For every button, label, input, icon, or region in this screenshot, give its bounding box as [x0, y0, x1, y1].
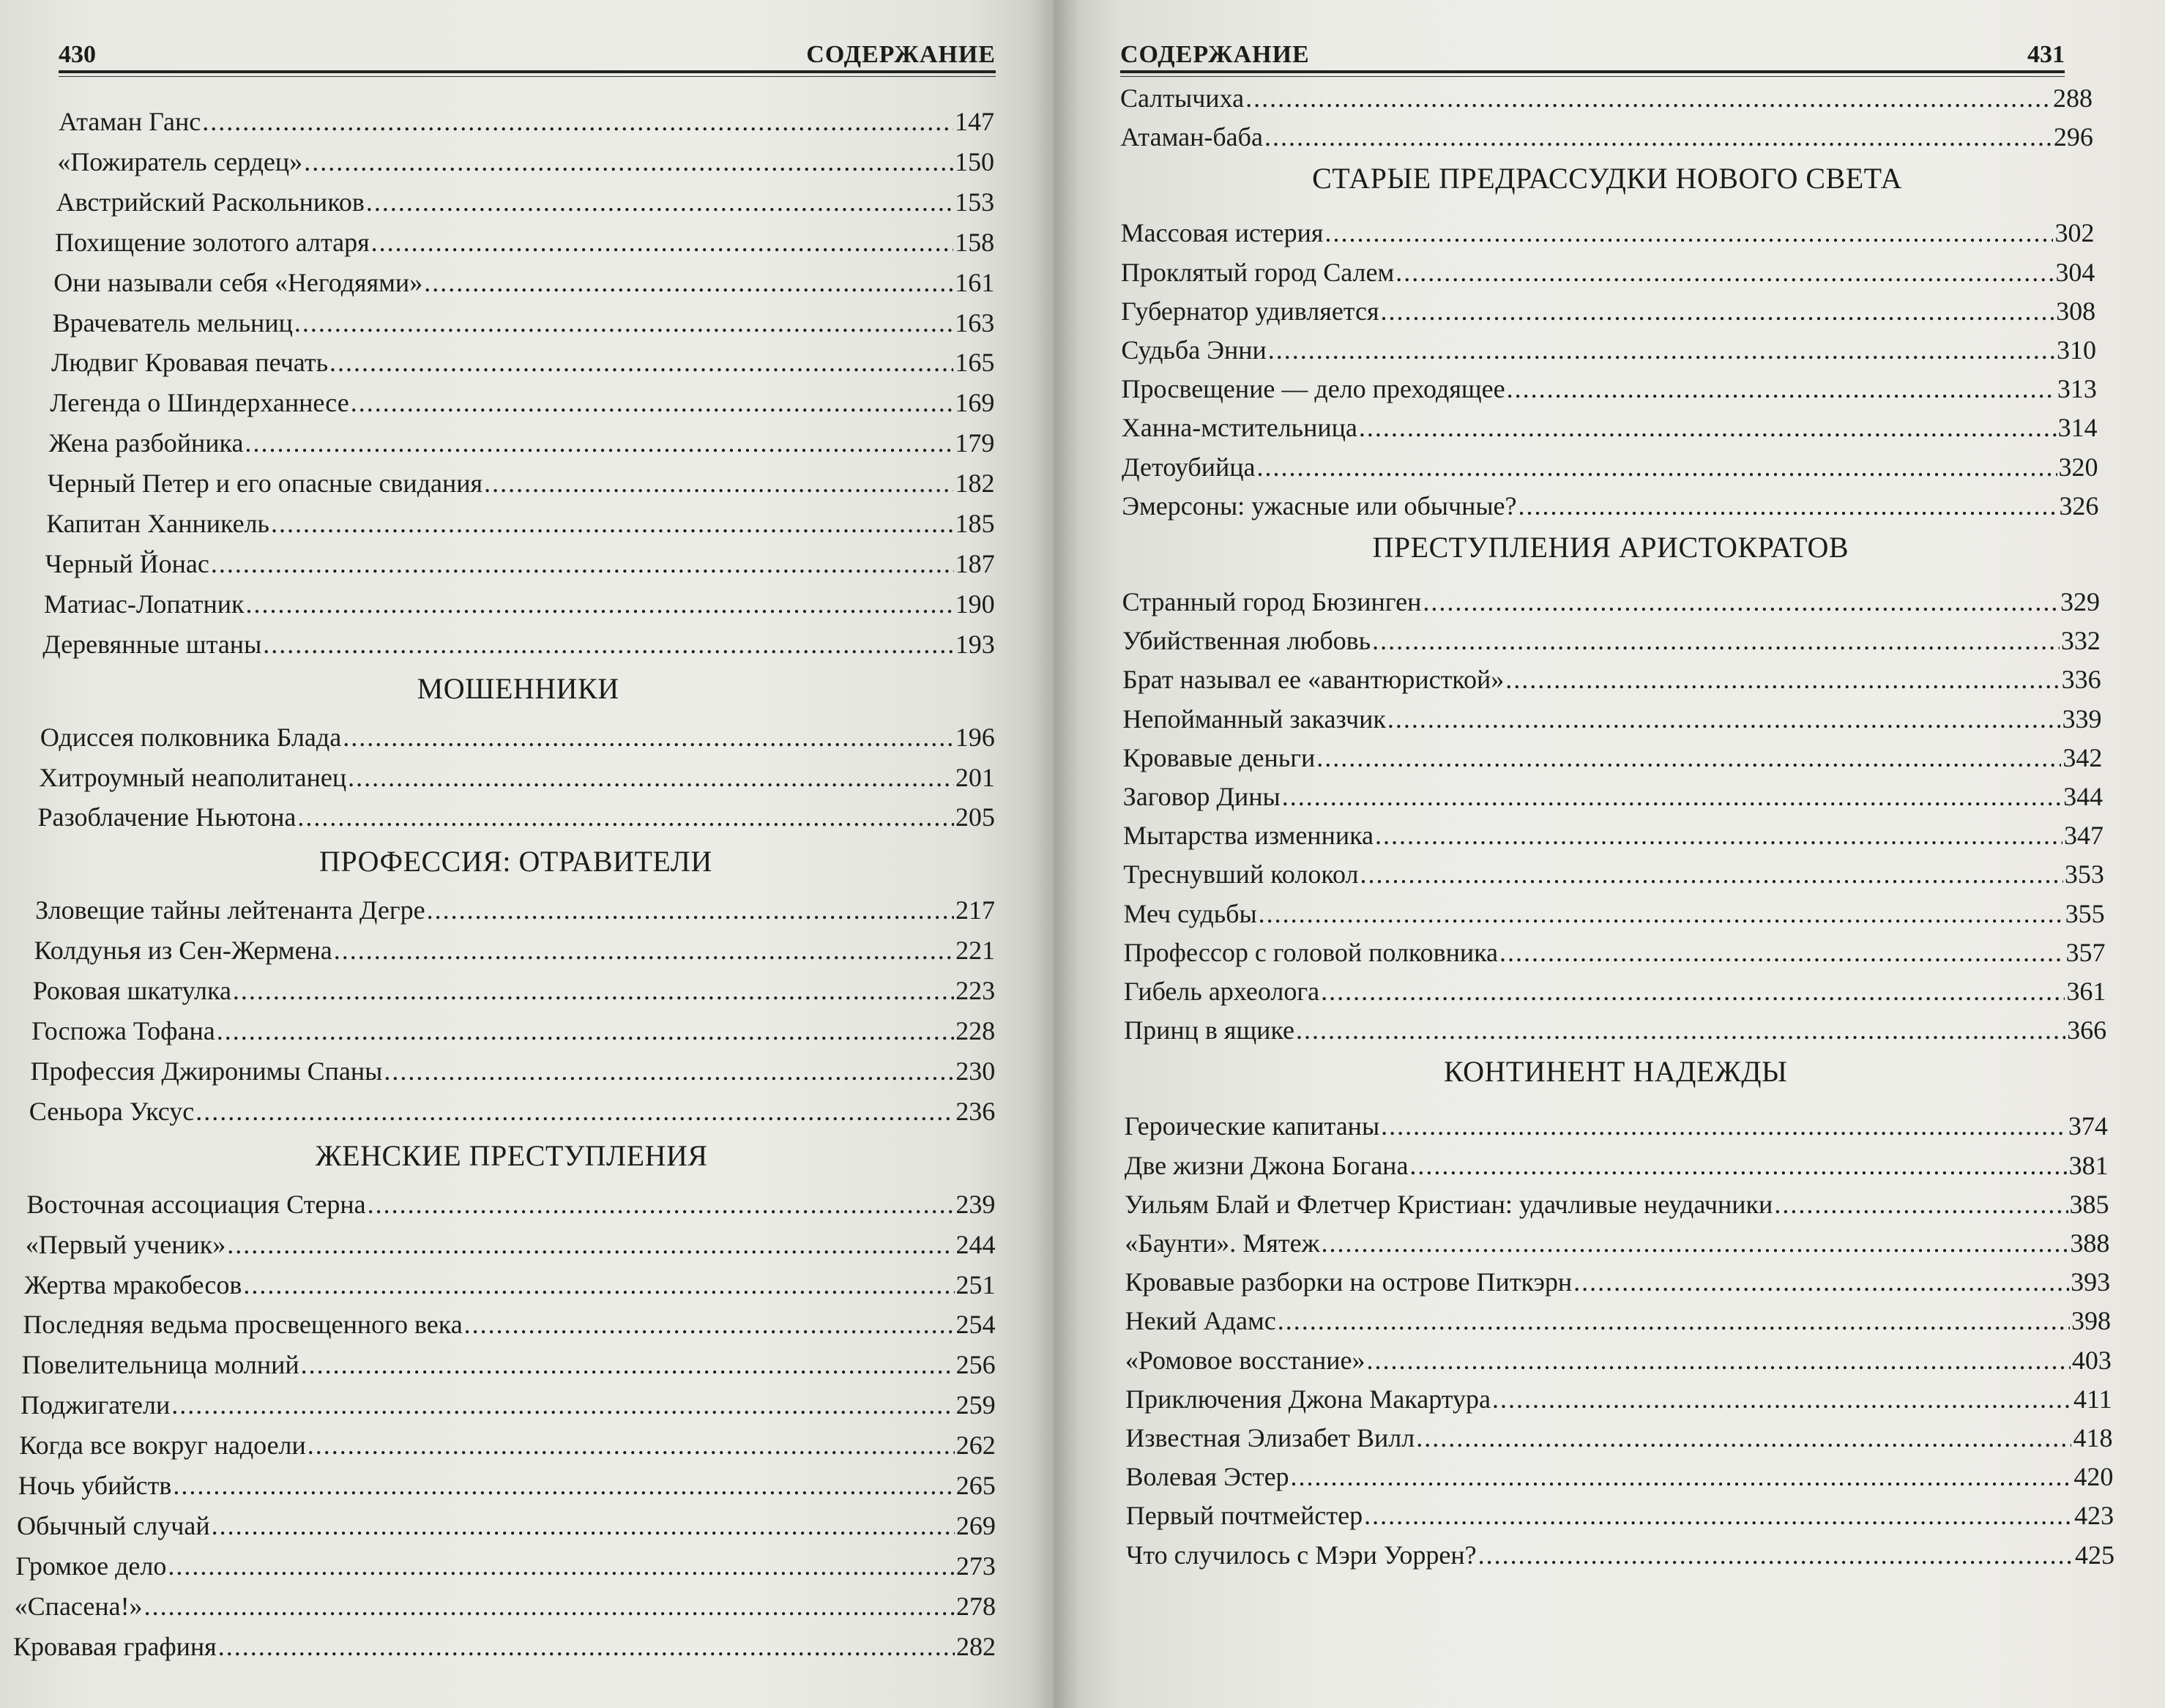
toc-entry-title: Роковая шкатулка [32, 976, 231, 1006]
toc-entry[interactable] [29, 1094, 996, 1129]
toc-leader-dots [271, 506, 954, 541]
toc-entry-page: 374 [2068, 1111, 2108, 1141]
toc-entry-page: 320 [2058, 452, 2098, 482]
toc-entry[interactable] [1122, 662, 2101, 697]
toc-leader-dots [1505, 662, 2060, 697]
toc-entry[interactable] [53, 265, 994, 300]
toc-entry[interactable] [1122, 371, 2097, 406]
toc-entry[interactable] [17, 1508, 996, 1543]
toc-entry-title: Брат называл ее «авантюристкой» [1122, 665, 1505, 695]
toc-entry-title: Героические капитаны [1124, 1111, 1380, 1141]
toc-entry-page: 339 [2062, 704, 2102, 734]
toc-entry-title: Странный город Бюзинген [1122, 587, 1422, 616]
toc-entry-title: «Спасена!» [14, 1591, 143, 1621]
toc-entry[interactable] [1122, 410, 2098, 445]
toc-entry-page: 296 [2053, 122, 2093, 152]
toc-leader-dots [1499, 935, 2064, 970]
section-heading: ПРОФЕССИЯ: ОТРАВИТЕЛИ [318, 845, 712, 879]
toc-leader-dots [202, 104, 953, 139]
toc-entry[interactable] [44, 586, 995, 622]
toc-entry-page: 342 [2062, 742, 2103, 772]
toc-entry[interactable] [1125, 1343, 2112, 1378]
toc-leader-dots [368, 1187, 955, 1222]
toc-entry-title: Судьба Энни [1121, 335, 1267, 365]
toc-entry-page: 236 [955, 1096, 996, 1126]
toc-leader-dots [1259, 896, 2064, 931]
toc-entry-title: Они называли себя «Негодяями» [53, 267, 423, 297]
toc-entry-title: Легенда о Шиндерханнесе [50, 388, 349, 418]
toc-leader-dots [366, 184, 953, 220]
toc-entry[interactable] [31, 1013, 995, 1048]
toc-entry-title: Волевая Эстер [1125, 1462, 1289, 1492]
toc-entry-page: 366 [2067, 1015, 2107, 1045]
toc-entry-title: Хитроумный неаполитанец [39, 762, 347, 792]
toc-entry-title: Меч судьбы [1123, 898, 1257, 928]
toc-entry-title: Матиас-Лопатник [43, 589, 245, 619]
toc-entry-title: Принц в ящике [1124, 1015, 1295, 1045]
toc-entry-page: 288 [2053, 83, 2093, 113]
toc-entry-page: 251 [955, 1269, 996, 1299]
toc-leader-dots [1256, 450, 2057, 485]
toc-entry-title: Обычный случай [17, 1510, 210, 1540]
toc-entry-page: 393 [2071, 1267, 2111, 1297]
toc-entry-page: 259 [955, 1390, 996, 1420]
toc-entry-page: 179 [955, 428, 995, 458]
toc-leader-dots [1245, 81, 2052, 116]
toc-entry-title: Зловещие тайны лейтенанта Дегре [35, 895, 425, 925]
toc-entry-page: 158 [955, 227, 995, 257]
toc-entry[interactable] [26, 1187, 995, 1222]
toc-entry-page: 385 [2069, 1189, 2109, 1219]
toc-entry-title: Кровавая графиня [13, 1631, 217, 1661]
toc-entry-title: Ночь убийств [18, 1471, 172, 1500]
toc-entry-page: 239 [955, 1189, 996, 1219]
toc-entry-page: 423 [2074, 1501, 2114, 1531]
toc-entry[interactable] [24, 1267, 995, 1302]
toc-entry-title: Профессия Джиронимы Спаны [30, 1056, 383, 1086]
toc-leader-dots [1372, 623, 2060, 658]
toc-entry[interactable] [39, 760, 995, 795]
section-heading: ЖЕНСКИЕ ПРЕСТУПЛЕНИЯ [315, 1138, 708, 1172]
toc-entry-title: Громкое дело [15, 1551, 167, 1581]
toc-entry-title: Ханна-мстительница [1121, 413, 1357, 443]
toc-entry[interactable] [1125, 1420, 2112, 1455]
toc-entry[interactable] [59, 104, 994, 139]
toc-entry-title: Восточная ассоциация Стерна [26, 1189, 366, 1219]
toc-leader-dots [1291, 1459, 2073, 1494]
toc-leader-dots [245, 586, 953, 622]
toc-entry-title: Австрийский Раскольников [56, 187, 365, 217]
section-heading: СТАРЫЕ ПРЕДРАССУДКИ НОВОГО СВЕТА [1312, 162, 1902, 195]
toc-leader-dots [1264, 119, 2052, 154]
toc-leader-dots [1321, 1226, 2068, 1261]
left-page-number: 430 [59, 41, 96, 68]
toc-leader-dots [1316, 740, 2061, 775]
toc-entry-title: Капитан Ханникель [46, 509, 269, 538]
toc-entry-page: 332 [2060, 626, 2101, 656]
toc-entry[interactable] [13, 1629, 996, 1664]
toc-entry[interactable] [1123, 779, 2103, 814]
toc-entry-page: 314 [2057, 413, 2098, 443]
toc-entry-page: 282 [956, 1631, 996, 1661]
toc-leader-dots [1375, 818, 2062, 853]
left-page [0, 0, 1054, 1708]
toc-leader-dots [1364, 1498, 2073, 1533]
toc-entry[interactable] [1121, 215, 2095, 250]
toc-entry-title: «Первый ученик» [25, 1229, 226, 1259]
toc-leader-dots [1492, 1381, 2072, 1417]
toc-entry-title: Просвещение — дело преходящее [1121, 374, 1505, 404]
toc-entry-page: 381 [2068, 1150, 2109, 1180]
toc-entry-page: 329 [2060, 587, 2100, 616]
toc-leader-dots [1387, 701, 2061, 736]
toc-entry-title: Черный Петер и его опасные свидания [47, 469, 483, 499]
toc-leader-dots [218, 1629, 955, 1664]
toc-leader-dots [351, 385, 954, 420]
toc-entry-title: Известная Элизабет Вилл [1125, 1423, 1415, 1452]
toc-entry-title: Сеньора Уксус [29, 1096, 195, 1126]
toc-leader-dots [227, 1227, 954, 1262]
toc-entry-page: 187 [955, 548, 995, 578]
toc-entry[interactable] [1121, 294, 2095, 329]
toc-entry-title: Атаман Ганс [59, 107, 201, 136]
toc-entry-title: Кровавые разборки на острове Питкэрн [1125, 1267, 1573, 1297]
toc-entry-page: 344 [2063, 782, 2103, 811]
toc-entry-page: 185 [955, 509, 995, 538]
toc-entry-page: 347 [2064, 821, 2103, 851]
toc-entry-title: «Ромовое восстание» [1125, 1345, 1365, 1375]
toc-leader-dots [1359, 410, 2057, 445]
toc-entry-page: 163 [955, 307, 995, 338]
toc-leader-dots [464, 1307, 955, 1342]
toc-entry-title: Мытарства изменника [1123, 821, 1374, 851]
toc-entry-page: 265 [955, 1471, 996, 1500]
toc-leader-dots [1278, 1303, 2070, 1338]
toc-entry-page: 269 [955, 1510, 996, 1540]
toc-entry-title: Поджигатели [21, 1390, 171, 1420]
toc-entry[interactable] [21, 1387, 996, 1422]
toc-entry-page: 256 [955, 1350, 996, 1380]
toc-entry[interactable] [42, 627, 994, 662]
toc-entry[interactable] [1121, 255, 2095, 290]
toc-leader-dots [1360, 857, 2063, 892]
toc-entry-page: 244 [955, 1229, 996, 1259]
toc-entry[interactable] [1125, 1187, 2109, 1222]
toc-entry[interactable] [57, 144, 994, 179]
toc-entry-page: 411 [2073, 1384, 2112, 1414]
toc-entry-title: Убийственная любовь [1122, 626, 1371, 656]
toc-entry-page: 355 [2065, 898, 2105, 928]
toc-leader-dots [211, 546, 954, 581]
toc-leader-dots [348, 760, 954, 795]
toc-entry-page: 398 [2071, 1306, 2111, 1336]
toc-entry[interactable] [1122, 584, 2100, 619]
right-running-head [1120, 29, 2065, 73]
toc-entry-title: Жертва мракобесов [24, 1269, 242, 1299]
toc-leader-dots [1423, 584, 2059, 619]
toc-entry-page: 165 [955, 348, 995, 378]
right-running-title: СОДЕРЖАНИЕ [1120, 41, 1310, 68]
toc-leader-dots [1573, 1264, 2069, 1299]
toc-entry-title: Разоблачение Ньютона [37, 802, 297, 832]
toc-entry-title: «Баунти». Мятеж [1125, 1228, 1320, 1258]
toc-entry-page: 254 [955, 1310, 996, 1340]
toc-entry-title: Последняя ведьма просвещенного века [23, 1310, 463, 1340]
toc-entry[interactable] [40, 720, 995, 755]
toc-leader-dots [245, 425, 953, 460]
toc-entry-page: 418 [2073, 1423, 2113, 1452]
toc-leader-dots [144, 1589, 955, 1624]
toc-leader-dots [243, 1267, 954, 1302]
toc-entry[interactable] [1126, 1459, 2114, 1494]
toc-leader-dots [233, 973, 954, 1008]
toc-entry-page: 304 [2055, 257, 2095, 287]
toc-leader-dots [263, 627, 953, 662]
toc-entry[interactable] [19, 1428, 995, 1463]
toc-entry-page: 169 [955, 388, 995, 418]
toc-leader-dots [1381, 1108, 2067, 1144]
toc-entry[interactable] [48, 466, 995, 501]
toc-entry-page: 196 [955, 722, 995, 752]
toc-leader-dots [1268, 332, 2055, 368]
right-header-rule [1120, 70, 2065, 77]
toc-entry-title: Гибель археолога [1123, 977, 1320, 1006]
toc-entry[interactable] [46, 506, 994, 541]
toc-entry-title: Госпожа Тофана [31, 1016, 215, 1045]
left-header-rule [59, 70, 996, 77]
toc-entry-title: Приключения Джона Макартура [1125, 1384, 1491, 1414]
left-running-head [59, 29, 996, 73]
toc-entry-page: 326 [2059, 491, 2099, 521]
toc-entry-title: Черный Йонас [45, 548, 209, 578]
toc-leader-dots [1381, 294, 2055, 329]
toc-leader-dots [427, 892, 954, 928]
right-page [1054, 0, 2165, 1708]
toc-entry[interactable] [1122, 450, 2098, 485]
toc-entry-title: Атаман-баба [1120, 122, 1263, 152]
toc-entry-page: 182 [955, 469, 995, 499]
toc-entry-title: Некий Адамс [1125, 1306, 1276, 1336]
left-running-title: СОДЕРЖАНИЕ [806, 41, 996, 68]
toc-leader-dots [168, 1548, 955, 1584]
toc-entry-page: 278 [955, 1591, 996, 1621]
toc-entry[interactable] [1125, 1381, 2112, 1417]
toc-entry[interactable] [22, 1347, 996, 1382]
toc-entry-title: Заговор Дины [1122, 782, 1281, 811]
toc-entry[interactable] [1122, 701, 2101, 736]
toc-entry-title: Проклятый город Салем [1120, 257, 1395, 287]
toc-entry[interactable] [38, 799, 995, 835]
toc-entry-title: Массовая истерия [1120, 218, 1324, 248]
toc-leader-dots [195, 1094, 954, 1129]
toc-leader-dots [308, 1428, 955, 1463]
toc-entry-title: Детоубийца [1122, 452, 1256, 482]
toc-entry[interactable] [1120, 81, 2093, 116]
toc-entry-page: 193 [955, 629, 995, 659]
toc-entry[interactable] [1123, 857, 2104, 892]
toc-entry-title: Треснувший колокол [1123, 859, 1359, 890]
toc-entry-title: Салтычиха [1120, 83, 1245, 113]
toc-entry-title: Что случилось с Мэри Уоррен? [1126, 1540, 1477, 1570]
toc-entry-title: Деревянные штаны [42, 629, 262, 659]
toc-entry[interactable] [1124, 1013, 2106, 1048]
toc-leader-dots [1282, 779, 2062, 814]
toc-leader-dots [171, 1387, 954, 1422]
toc-leader-dots [1478, 1537, 2073, 1573]
toc-entry-title: Одиссея полковника Блада [40, 722, 342, 752]
toc-entry-title: Непойманный заказчик [1122, 704, 1386, 734]
toc-leader-dots [424, 265, 953, 300]
toc-leader-dots [1395, 255, 2054, 290]
toc-entry-page: 308 [2056, 296, 2096, 326]
toc-entry[interactable] [53, 305, 995, 340]
toc-leader-dots [329, 345, 953, 380]
toc-entry-page: 228 [955, 1016, 996, 1045]
toc-entry[interactable] [1125, 1226, 2109, 1261]
toc-entry[interactable] [34, 933, 995, 968]
toc-entry-title: Повелительница молний [21, 1350, 299, 1380]
right-page-number: 431 [2027, 41, 2065, 68]
toc-leader-dots [1409, 1148, 2067, 1183]
toc-entry[interactable] [1122, 488, 2098, 523]
toc-entry-page: 217 [955, 895, 996, 925]
toc-entry[interactable] [1125, 1303, 2111, 1338]
toc-entry[interactable] [55, 225, 994, 260]
toc-entry[interactable] [15, 1589, 996, 1624]
toc-entry-page: 425 [2075, 1540, 2114, 1570]
toc-entry-page: 221 [955, 936, 996, 966]
toc-entry-title: Когда все вокруг надоели [19, 1431, 306, 1461]
toc-entry-page: 388 [2070, 1228, 2110, 1258]
toc-entry[interactable] [1126, 1498, 2114, 1533]
toc-entry[interactable] [51, 345, 994, 380]
toc-entry-title: Губернатор удивляется [1121, 296, 1379, 326]
toc-leader-dots [1296, 1013, 2065, 1048]
toc-entry-page: 420 [2073, 1462, 2114, 1492]
toc-leader-dots [297, 799, 954, 835]
toc-entry[interactable] [1124, 974, 2106, 1009]
toc-leader-dots [173, 1468, 954, 1503]
toc-entry-title: Кровавые деньги [1122, 742, 1316, 772]
toc-leader-dots [1507, 371, 2056, 406]
toc-entry-title: Колдунья из Сен-Жермена [34, 936, 332, 966]
toc-leader-dots [384, 1053, 954, 1089]
toc-entry[interactable] [49, 425, 995, 460]
toc-leader-dots [484, 466, 953, 501]
toc-entry[interactable] [35, 892, 995, 928]
toc-entry-page: 336 [2061, 665, 2101, 695]
section-heading: МОШЕННИКИ [417, 671, 619, 705]
toc-entry[interactable] [1120, 119, 2093, 154]
toc-entry-title: Первый почтмейстер [1125, 1501, 1363, 1531]
toc-leader-dots [334, 933, 954, 968]
toc-entry-page: 223 [955, 976, 996, 1006]
toc-entry[interactable] [1126, 1537, 2114, 1573]
toc-entry-page: 190 [955, 589, 995, 619]
toc-entry[interactable] [50, 385, 994, 420]
toc-leader-dots [304, 144, 953, 179]
toc-entry[interactable] [15, 1548, 996, 1584]
toc-entry-title: Врачеватель мельниц [52, 307, 293, 338]
toc-entry-page: 353 [2064, 859, 2104, 890]
toc-leader-dots [1324, 215, 2053, 250]
toc-entry-page: 150 [955, 146, 995, 176]
toc-entry-page: 201 [955, 762, 995, 792]
toc-entry-page: 205 [955, 802, 995, 832]
toc-entry[interactable] [45, 546, 995, 581]
toc-entry-title: «Пожиратель сердец» [57, 146, 303, 176]
section-heading: КОНТИНЕНТ НАДЕЖДЫ [1443, 1055, 1788, 1089]
toc-leader-dots [1367, 1343, 2071, 1378]
toc-entry-title: Эмерсоны: ужасные или обычные? [1122, 491, 1517, 521]
toc-entry[interactable] [1125, 1264, 2110, 1299]
toc-entry-title: Уильям Блай и Флетчер Кристиан: удачливые неудачники [1125, 1189, 1773, 1219]
toc-leader-dots [301, 1347, 955, 1382]
toc-entry[interactable] [1123, 818, 2103, 853]
toc-leader-dots [1321, 974, 2065, 1009]
toc-leader-dots [217, 1013, 954, 1048]
toc-leader-dots [371, 225, 953, 260]
toc-entry[interactable] [30, 1053, 995, 1089]
toc-entry-page: 361 [2066, 977, 2106, 1006]
toc-entry-page: 153 [955, 187, 995, 217]
toc-entry[interactable] [33, 973, 995, 1008]
toc-entry[interactable] [56, 184, 994, 220]
toc-entry-page: 230 [955, 1056, 996, 1086]
toc-entry-page: 262 [955, 1431, 996, 1461]
toc-entry[interactable] [18, 1468, 996, 1503]
toc-leader-dots [343, 720, 954, 755]
toc-entry[interactable] [26, 1227, 996, 1262]
toc-entry-page: 273 [955, 1551, 996, 1581]
toc-entry-title: Жена разбойника [48, 428, 244, 458]
toc-entry-page: 313 [2057, 374, 2097, 404]
toc-entry-title: Похищение золотого алтаря [54, 227, 370, 257]
toc-leader-dots [212, 1508, 955, 1543]
toc-entry[interactable] [1121, 332, 2096, 368]
toc-entry[interactable] [1122, 623, 2101, 658]
toc-leader-dots [1416, 1420, 2071, 1455]
toc-entry[interactable] [1125, 1108, 2108, 1144]
section-heading: ПРЕСТУПЛЕНИЯ АРИСТОКРАТОВ [1372, 531, 1849, 564]
toc-entry-title: Профессор с головой полковника [1123, 937, 1499, 967]
toc-entry-page: 161 [955, 267, 995, 297]
toc-entry[interactable] [1124, 935, 2106, 970]
toc-entry-page: 357 [2065, 937, 2106, 967]
toc-entry-page: 310 [2056, 335, 2096, 365]
toc-leader-dots [294, 305, 953, 340]
toc-entry-title: Людвиг Кровавая печать [51, 348, 328, 378]
toc-entry-page: 147 [955, 107, 994, 136]
toc-entry[interactable] [1125, 1148, 2109, 1183]
toc-entry-title: Две жизни Джона Богана [1124, 1150, 1409, 1180]
toc-entry[interactable] [1123, 896, 2104, 931]
toc-entry[interactable] [1123, 740, 2103, 775]
toc-entry[interactable] [23, 1307, 995, 1342]
toc-leader-dots [1774, 1187, 2068, 1222]
toc-entry-page: 403 [2071, 1345, 2112, 1375]
toc-leader-dots [1518, 488, 2057, 523]
toc-entry-page: 302 [2054, 218, 2095, 248]
